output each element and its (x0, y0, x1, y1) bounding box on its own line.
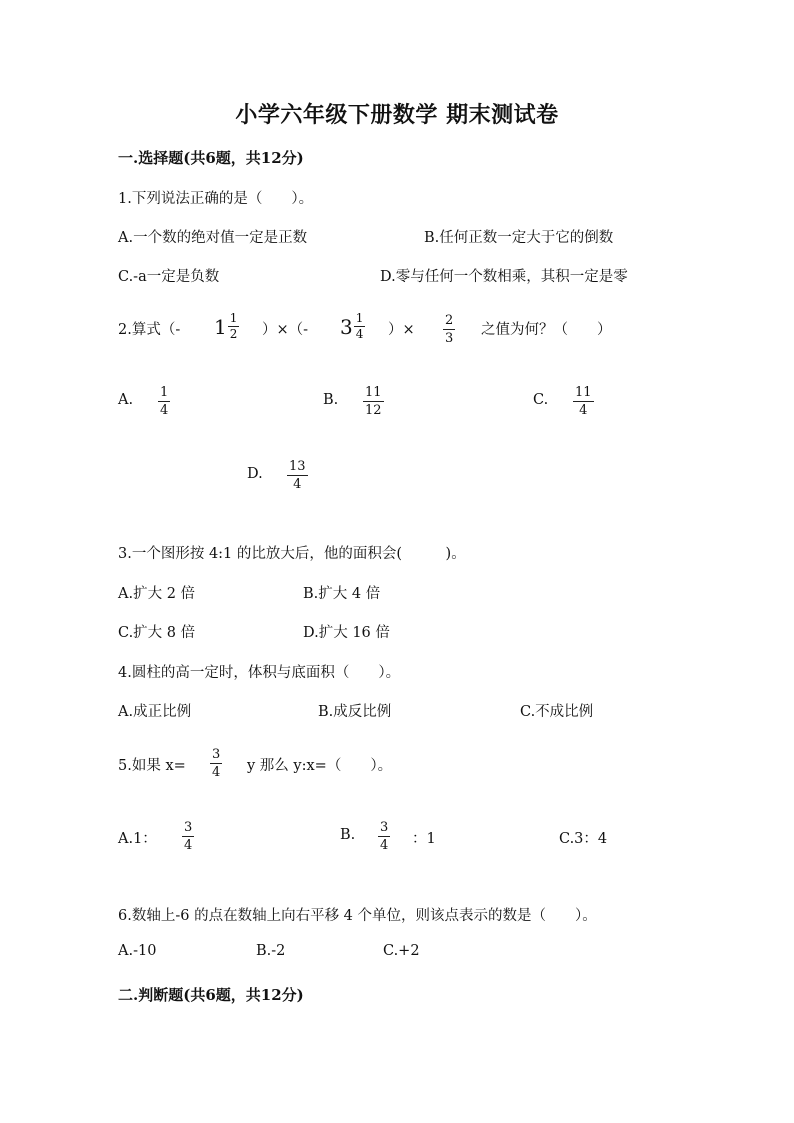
fraction-numerator: 3 (212, 747, 221, 762)
question-5-fraction (210, 747, 222, 780)
page-title: 小学六年级下册数学 期末测试卷 (235, 102, 559, 128)
fraction-numerator: 13 (289, 459, 306, 474)
question-2-option-d-fraction (287, 459, 308, 492)
question-3-option-b: B.扩大 4 倍 (303, 586, 381, 602)
question-6-option-a: A.-10 (118, 943, 157, 959)
question-5-prefix: 5.如果 x= (118, 758, 186, 774)
question-3-option-a: A.扩大 2 倍 (118, 586, 196, 602)
question-2-option-d-label: D. (247, 466, 263, 482)
question-2-mixed-number-2 (340, 312, 365, 341)
question-2-option-c-fraction (573, 385, 594, 418)
question-1-stem: 1.下列说法正确的是（ ）。 (118, 191, 314, 207)
question-1-option-c: C.-a一定是负数 (118, 269, 220, 285)
fraction-numerator: 1 (160, 385, 169, 400)
question-2-mixed-number-1 (214, 312, 239, 341)
question-5-option-a-label: A.1： (118, 831, 157, 847)
question-3-stem: 3.一个图形按 4:1 的比放大后，他的面积会( )。 (118, 546, 466, 562)
question-4-option-c: C.不成比例 (520, 704, 594, 720)
question-2-option-a-label: A. (118, 392, 134, 408)
fraction-denominator: 4 (293, 477, 302, 492)
question-2-middle-2: ）× (388, 322, 415, 338)
fraction-denominator: 4 (212, 765, 221, 780)
fraction-denominator: 4 (355, 327, 364, 341)
fraction-denominator: 4 (380, 838, 389, 853)
question-2-option-b-fraction (363, 385, 384, 418)
fraction-numerator: 11 (575, 385, 592, 400)
fraction-numerator: 3 (380, 820, 389, 835)
question-2-middle-1: ）×（- (262, 322, 309, 338)
fraction-numerator: 1 (229, 311, 238, 325)
question-6-option-b: B.-2 (256, 943, 286, 959)
section-heading-choice: 一.选择题(共6题，共12分) (118, 149, 304, 167)
fraction-denominator: 12 (365, 403, 382, 418)
question-3-option-d: D.扩大 16 倍 (303, 625, 390, 641)
question-5-option-c: C.3：4 (559, 831, 608, 847)
question-5-option-b-label: B. (340, 827, 356, 843)
question-2-fraction (443, 313, 455, 346)
question-5-suffix: y 那么 y:x=（ ）。 (247, 758, 393, 774)
fraction-denominator: 3 (445, 331, 454, 346)
question-2-prefix: 2.算式（- (118, 322, 181, 338)
section-heading-judgement: 二.判断题(共6题，共12分) (118, 986, 304, 1004)
fraction-denominator: 2 (229, 327, 238, 341)
question-5-option-b-fraction (378, 820, 390, 853)
question-4-option-a: A.成正比例 (118, 704, 192, 720)
question-2-suffix: 之值为何？（ ） (481, 322, 612, 338)
question-2-option-b-label: B. (323, 392, 339, 408)
question-3-option-c: C.扩大 8 倍 (118, 625, 196, 641)
fraction-numerator: 1 (355, 311, 364, 325)
question-1-option-d: D.零与任何一个数相乘，其积一定是零 (380, 269, 628, 285)
question-6-stem: 6.数轴上-6 的点在数轴上向右平移 4 个单位，则该点表示的数是（ ）。 (118, 908, 597, 924)
fraction-numerator: 2 (445, 313, 454, 328)
question-4-option-b: B.成反比例 (318, 704, 392, 720)
question-1-option-a: A.一个数的绝对值一定是正数 (118, 230, 308, 246)
fraction-numerator: 3 (184, 820, 193, 835)
fraction-numerator: 11 (365, 385, 382, 400)
question-5-option-a-fraction (182, 820, 194, 853)
fraction-denominator: 4 (160, 403, 169, 418)
question-2-option-a-fraction (158, 385, 170, 418)
mixed-number-whole: 3 (340, 314, 353, 339)
fraction-denominator: 4 (184, 838, 193, 853)
question-2-option-c-label: C. (533, 392, 549, 408)
question-4-stem: 4.圆柱的高一定时，体积与底面积（ ）。 (118, 665, 401, 681)
fraction-denominator: 4 (579, 403, 588, 418)
question-1-option-b: B.任何正数一定大于它的倒数 (424, 230, 614, 246)
mixed-number-whole: 1 (214, 314, 227, 339)
question-5-option-b-suffix: ：1 (412, 831, 436, 847)
question-6-option-c: C.+2 (383, 943, 420, 959)
